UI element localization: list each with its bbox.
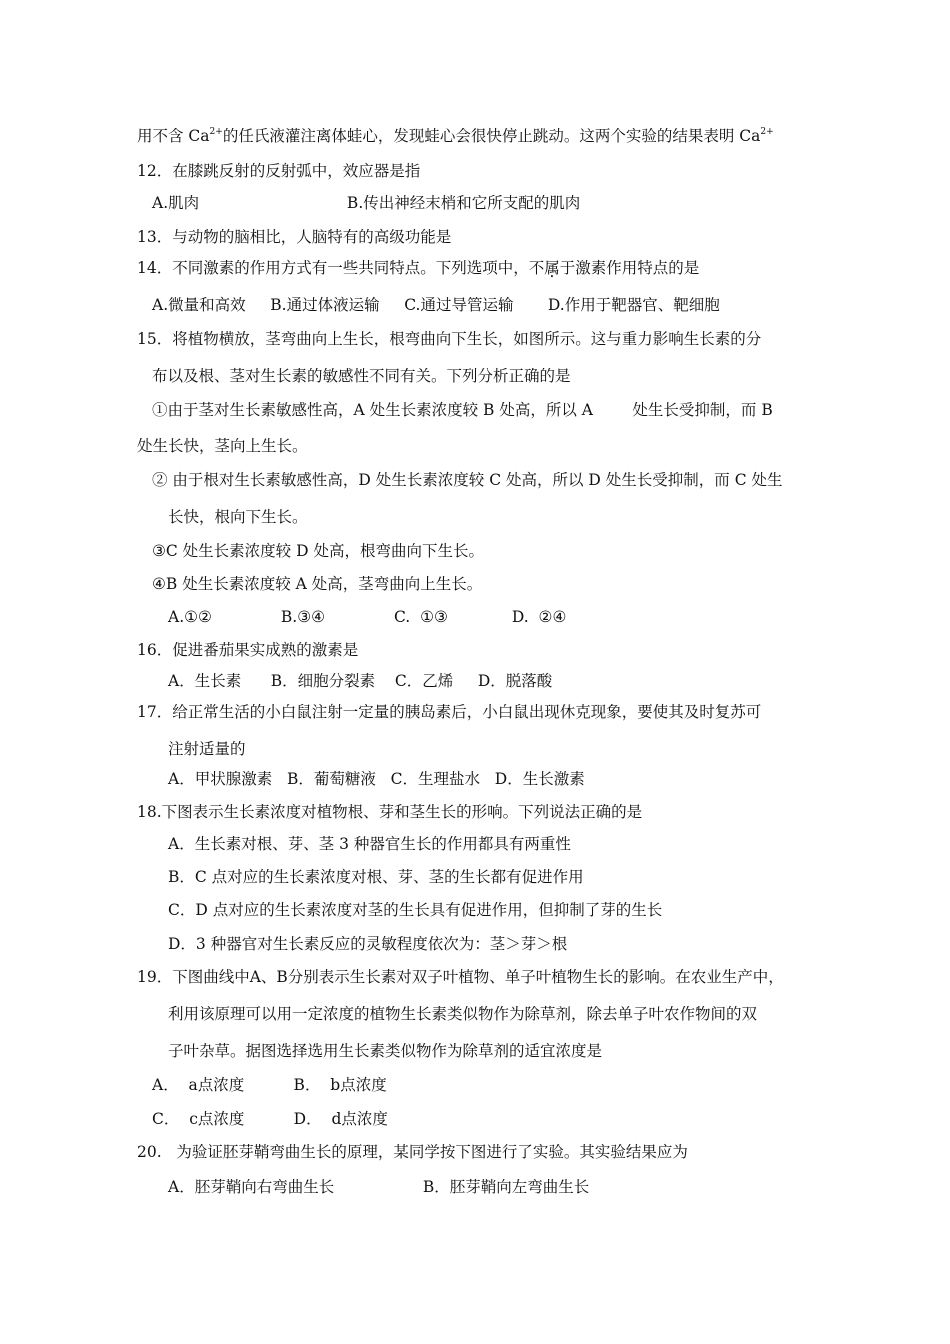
- text-segment: 用不含 Ca: [137, 127, 210, 145]
- text-line: 长快，根向下生长。: [168, 508, 308, 526]
- text-segment: 14．不同激素的作用方式有一些共同特点。下列选项中，: [137, 259, 529, 277]
- text-line: 13．与动物的脑相比，人脑特有的高级功能是: [137, 228, 452, 246]
- text-line: ④B 处生长素浓度较 A 处高，茎弯曲向上生长。: [152, 575, 483, 593]
- text-segment: 的任氏液灌注离体蛙心，发现蛙心会很快停止跳动。这两个实验的结果表明 Ca: [222, 127, 761, 145]
- text-line: 注射适量的: [168, 740, 246, 758]
- text-line: C．D 点对应的生长素浓度对茎的生长具有促进作用，但抑制了芽的生长: [168, 901, 663, 919]
- text-line: D．3 种器官对生长素反应的灵敏程度依次为：茎＞芽＞根: [168, 935, 568, 953]
- text-line: A．胚芽鞘向右弯曲生长 B．胚芽鞘向左弯曲生长: [168, 1178, 590, 1196]
- superscript: 2+: [760, 127, 774, 137]
- text-line: 子叶杂草。据图选择选用生长素类似物作为除草剂的适宜浓度是: [168, 1042, 603, 1060]
- text-line: 19．下图曲线中A、B分别表示生长素对双子叶植物、单子叶植物生长的影响。在农业生产中，: [137, 968, 784, 986]
- emphasis-dots: 不属于: [528, 259, 576, 277]
- text-line: A.肌肉 B.传出神经末梢和它所支配的肌肉: [152, 194, 581, 212]
- text-line: [137, 126, 774, 146]
- text-segment: 激素作用特点的是: [575, 259, 700, 277]
- text-line: A．生长素 B．细胞分裂素 C．乙烯 D．脱落酸: [168, 672, 553, 690]
- text-line: 17．给正常生活的小白鼠注射一定量的胰岛素后，小白鼠出现休克现象，要使其及时复苏可: [137, 703, 762, 721]
- text-line: 20. 为验证胚芽鞘弯曲生长的原理，某同学按下图进行了实验。其实验结果应为: [137, 1143, 688, 1161]
- text-line: ③C 处生长素浓度较 D 处高，根弯曲向下生长。: [152, 542, 484, 560]
- text-line: 12．在膝跳反射的反射弧中，效应器是指: [137, 162, 421, 180]
- text-line: 利用该原理可以用一定浓度的植物生长素类似物作为除草剂，除去单子叶农作物间的双: [168, 1005, 758, 1023]
- text-line: 处生长快，茎向上生长。: [137, 437, 308, 455]
- text-line: ② 由于根对生长素敏感性高，D 处生长素浓度较 C 处高，所以 D 处生长受抑制，而 C 处生: [152, 471, 783, 489]
- text-line: 布以及根、茎对生长素的敏感性不同有关。下列分析正确的是: [152, 367, 571, 385]
- text-line: A．甲状腺激素 B．葡萄糖液 C．生理盐水 D．生长激素: [168, 770, 585, 788]
- text-line: 16．促进番茄果实成熟的激素是: [137, 641, 359, 659]
- text-line: A．生长素对根、芽、茎 3 种器官生长的作用都具有两重性: [168, 835, 571, 853]
- text-line: A.微量和高效 B.通过体液运输 C.通过导管运输 D.作用于靶器官、靶细胞: [152, 296, 720, 314]
- text-line: 18.下图表示生长素浓度对植物根、芽和茎生长的形响。下列说法正确的是: [137, 803, 643, 821]
- text-line: A.①② B.③④ C. ①③ D. ②④: [168, 608, 567, 626]
- text-line: 15．将植物横放，茎弯曲向上生长，根弯曲向下生长，如图所示。这与重力影响生长素的分: [137, 330, 762, 348]
- text-line: C． c点浓度 D． d点浓度: [152, 1110, 388, 1128]
- text-line: A． a点浓度 B． b点浓度: [152, 1076, 387, 1094]
- text-line: ①由于茎对生长素敏感性高，A 处生长素浓度较 B 处高，所以 A 处生长受抑制，而 B: [152, 401, 773, 419]
- text-line: [137, 258, 699, 278]
- superscript: 2+: [209, 127, 223, 137]
- text-line: B．C 点对应的生长素浓度对根、芽、茎的生长都有促进作用: [168, 868, 584, 886]
